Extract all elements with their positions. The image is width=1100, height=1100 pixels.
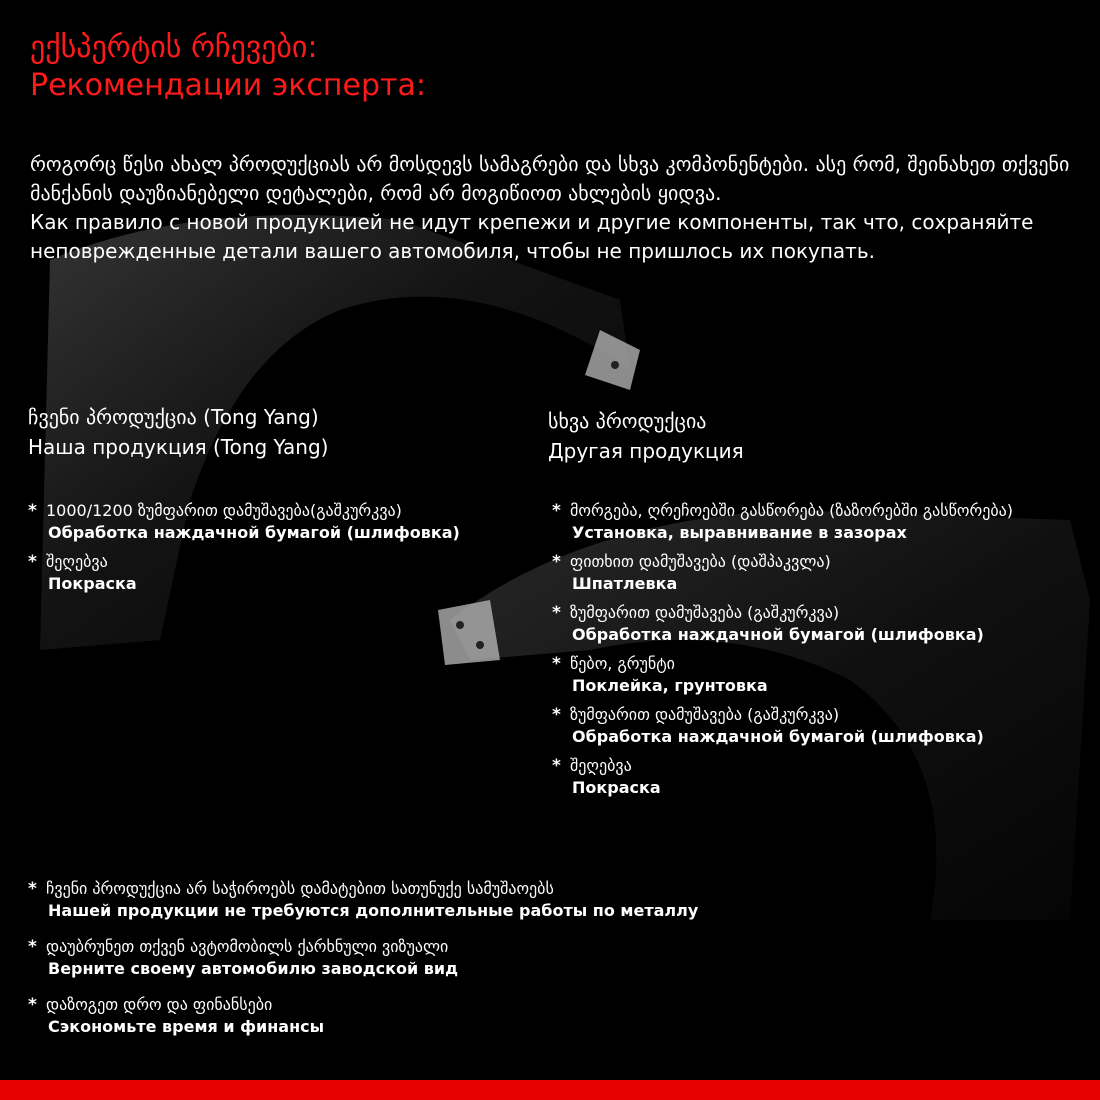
our-heading-russian: Наша продукция (Tong Yang)	[28, 435, 329, 459]
item-georgian: დაზოგეთ დრო და ფინანსები	[46, 995, 273, 1014]
our-product-header	[28, 402, 328, 462]
item-russian: Обработка наждачной бумагой (шлифовка)	[48, 523, 460, 542]
bullet-star: *	[552, 501, 561, 521]
bullet-star: *	[552, 756, 561, 776]
item-georgian: ზუმფარით დამუშავება (გაშკურკვა)	[570, 603, 840, 622]
list-item	[28, 878, 698, 922]
bullet-star: *	[28, 937, 37, 957]
item-russian: Шпатлевка	[572, 574, 678, 593]
bullet-star: *	[28, 501, 37, 521]
other-heading-georgian: სხვა პროდუქცია	[548, 409, 707, 433]
bullet-star: *	[552, 705, 561, 725]
item-georgian: მორგება, ღრეჩოებში გასწორება (ზაზორებში გასწორება)	[570, 501, 1013, 520]
list-item	[28, 500, 460, 544]
item-georgian: ზუმფარით დამუშავება (გაშკურკვა)	[570, 705, 840, 724]
item-georgian: ფითხით დამუშავება (დაშპაკვლა)	[570, 552, 831, 571]
item-russian: Покраска	[572, 778, 661, 797]
intro-russian: Как правило с новой продукцией не идут крепежи и другие компоненты, так что, сохраняйте неповрежденные детали вашего автомобиля, чтобы не пришлось их покупать.	[30, 210, 1034, 263]
item-georgian: წებო, გრუნტი	[570, 654, 675, 673]
benefits-list	[28, 878, 698, 1052]
item-georgian: შეღებვა	[570, 756, 632, 775]
list-item	[28, 551, 460, 595]
list-item	[552, 602, 1013, 646]
item-georgian: 1000/1200 ზუმფარით დამუშავება(გაშკურკვა)	[46, 501, 402, 520]
bullet-star: *	[552, 603, 561, 623]
bullet-star: *	[28, 552, 37, 572]
bullet-star: *	[552, 654, 561, 674]
other-product-header	[548, 406, 744, 466]
item-russian: Сэкономьте время и финансы	[48, 1017, 325, 1036]
item-russian: Обработка наждачной бумагой (шлифовка)	[572, 727, 984, 746]
other-heading-russian: Другая продукция	[548, 439, 744, 463]
other-product-list	[552, 500, 1013, 806]
title-georgian: ექსპერტის რჩევები:	[30, 30, 318, 65]
item-russian: Нашей продукции не требуются дополнительные работы по металлу	[48, 901, 699, 920]
intro-georgian: როგორც წესი ახალ პროდუქციას არ მოსდევს სამაგრები და სხვა კომპონენტები. ასე რომ, შეინახეთ თქვენი მანქანის დაუზიანებელი დეტალები, რომ არ მოგიწიოთ ახლების ყიდვა.	[30, 152, 1070, 205]
item-georgian: შეღებვა	[46, 552, 108, 571]
intro-text	[30, 150, 1070, 266]
bullet-star: *	[28, 879, 37, 899]
item-russian: Покраска	[48, 574, 137, 593]
item-georgian: ჩვენი პროდუქცია არ საჭიროებს დამატებით სათუნუქე სამუშაოებს	[46, 879, 554, 898]
bullet-star: *	[28, 995, 37, 1015]
bottom-red-bar	[0, 1080, 1100, 1100]
list-item	[552, 551, 1013, 595]
item-russian: Обработка наждачной бумагой (шлифовка)	[572, 625, 984, 644]
list-item	[552, 653, 1013, 697]
our-product-list	[28, 500, 460, 602]
list-item	[552, 704, 1013, 748]
item-russian: Верните своему автомобилю заводской вид	[48, 959, 458, 978]
list-item	[552, 500, 1013, 544]
item-russian: Поклейка, грунтовка	[572, 676, 768, 695]
our-heading-georgian: ჩვენი პროდუქცია (Tong Yang)	[28, 405, 319, 429]
bullet-star: *	[552, 552, 561, 572]
list-item	[28, 936, 698, 980]
item-georgian: დაუბრუნეთ თქვენ ავტომობილს ქარხნული ვიზუალი	[46, 937, 449, 956]
item-russian: Установка, выравнивание в зазорах	[572, 523, 907, 542]
title-russian: Рекомендации эксперта:	[30, 68, 426, 103]
list-item	[28, 994, 698, 1038]
list-item	[552, 755, 1013, 799]
